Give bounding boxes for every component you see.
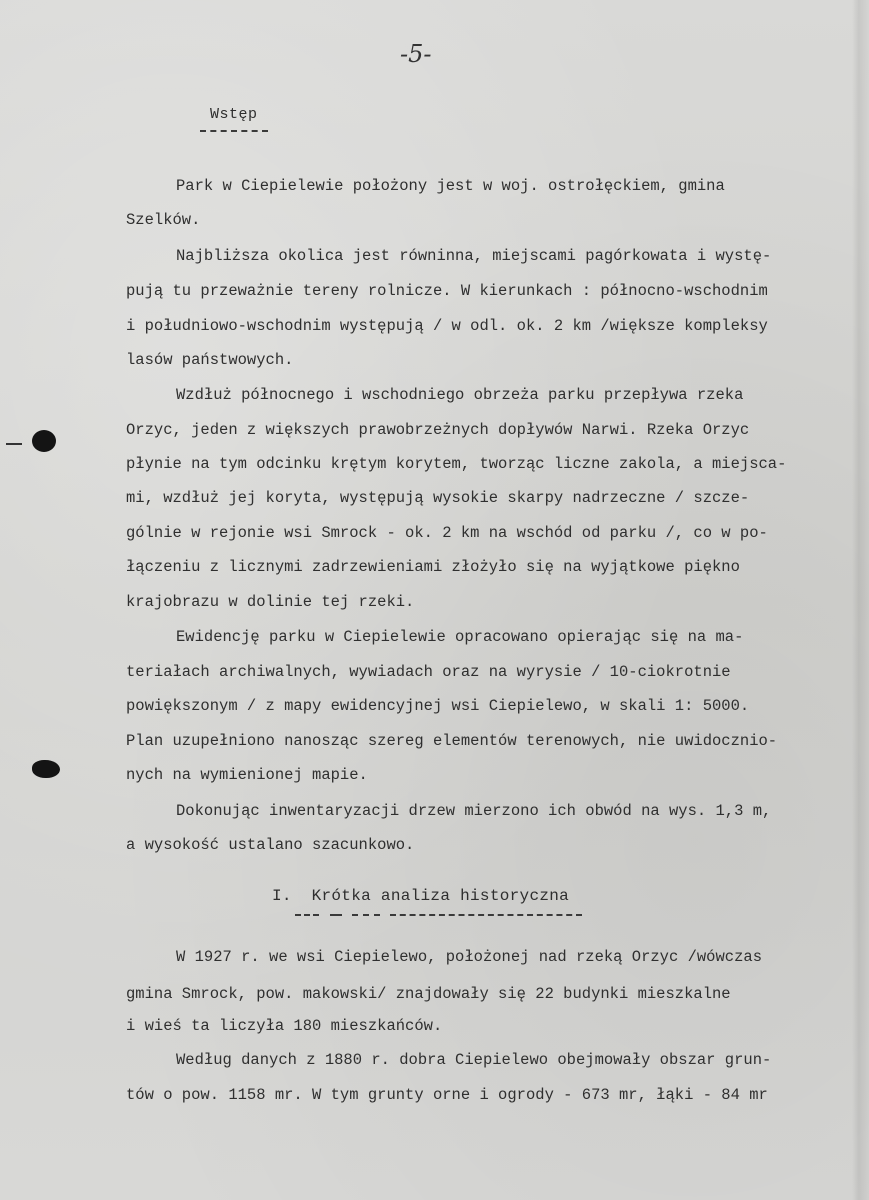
intro-line: Orzyc, jeden z większych prawobrzeżnych dopływów Narwi. Rzeka Orzyc (126, 421, 750, 439)
intro-line: a wysokość ustalano szacunkowo. (126, 836, 415, 854)
intro-line: Park w Ciepielewie położony jest w woj. ostrołęckiem, gmina (176, 177, 725, 195)
punch-hole-top (32, 430, 56, 452)
page-number: -5- (400, 40, 432, 68)
intro-line: pują tu przeważnie tereny rolnicze. W kierunkach : północno-wschodnim (126, 282, 768, 300)
intro-line: nych na wymienionej mapie. (126, 766, 368, 784)
section-title: I. Krótka analiza historyczna (272, 887, 570, 905)
intro-line: Wzdłuż północnego i wschodniego obrzeża parku przepływa rzeka (176, 386, 744, 404)
intro-line: płynie na tym odcinku krętym korytem, tworząc liczne zakola, a miejsca- (126, 455, 787, 473)
paper-fold-shadow (852, 0, 869, 1200)
intro-line: Dokonując inwentaryzacji drzew mierzono ich obwód na wys. 1,3 m, (176, 802, 772, 820)
intro-line: Najbliższa okolica jest równinna, miejscami pagórkowata i wystę- (176, 247, 772, 265)
section-line: gmina Smrock, pow. makowski/ znajdowały się 22 budynki mieszkalne (126, 985, 731, 1003)
section-title-underline-word3 (390, 914, 582, 916)
heading-intro: Wstęp (210, 106, 258, 123)
margin-mark (6, 443, 22, 445)
intro-line: Ewidencję parku w Ciepielewie opracowano opierając się na ma- (176, 628, 744, 646)
intro-line: mi, wzdłuż jej koryta, występują wysokie skarpy nadrzeczne / szcze- (126, 489, 750, 507)
section-title-underline-numeral (295, 914, 319, 916)
section-title-underline-word2 (352, 914, 380, 916)
intro-line: gólnie w rejonie wsi Smrock - ok. 2 km na wschód od parku /, co w po- (126, 524, 768, 542)
section-line: i wieś ta liczyła 180 mieszkańców. (126, 1017, 443, 1035)
intro-line: lasów państwowych. (126, 351, 294, 369)
intro-line: Szelków. (126, 211, 201, 229)
section-line: W 1927 r. we wsi Ciepielewo, położonej nad rzeką Orzyc /wówczas (176, 948, 762, 966)
section-title-underline-word1 (330, 914, 342, 916)
punch-hole-bottom (32, 760, 60, 778)
section-line: Według danych z 1880 r. dobra Ciepielewo obejmowały obszar grun- (176, 1051, 772, 1069)
intro-line: teriałach archiwalnych, wywiadach oraz na wyrysie / 10-ciokrotnie (126, 663, 731, 681)
intro-line: i południowo-wschodnim występują / w odl. ok. 2 km /większe kompleksy (126, 317, 768, 335)
intro-line: krajobrazu w dolinie tej rzeki. (126, 593, 415, 611)
heading-underline (200, 130, 268, 132)
intro-line: łączeniu z licznymi zadrzewieniami złożyło się na wyjątkowe piękno (126, 558, 740, 576)
intro-line: powiększonym / z mapy ewidencyjnej wsi Ciepielewo, w skali 1: 5000. (126, 697, 750, 715)
intro-line: Plan uzupełniono nanosząc szereg elementów terenowych, nie uwidocznio- (126, 732, 778, 750)
section-line: tów o pow. 1158 mr. W tym grunty orne i ogrody - 673 mr, łąki - 84 mr (126, 1086, 768, 1104)
